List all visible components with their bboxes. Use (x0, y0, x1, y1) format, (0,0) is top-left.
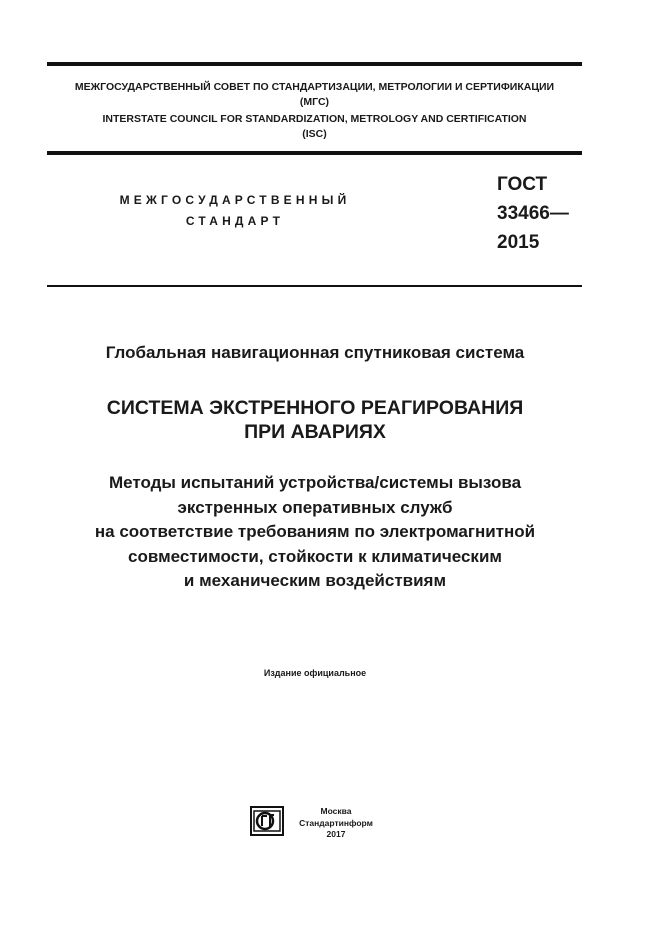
standartinform-logo-icon (250, 806, 284, 836)
sub-title-line: Методы испытаний устройства/системы вызова (108, 473, 522, 492)
publisher-year: 2017 (326, 829, 346, 839)
council-abbr-en: (ISC) (302, 128, 327, 140)
sub-title-line: и механическим воздействиям (183, 571, 447, 590)
council-name-en-line: INTERSTATE COUNCIL FOR STANDARDIZATION, METROLOGY AND CERTIFICATION (102, 113, 527, 125)
publisher-name: Стандартинформ (299, 817, 373, 828)
council-name-ru-line: МЕЖГОСУДАРСТВЕННЫЙ СОВЕТ ПО СТАНДАРТИЗАЦИИ, МЕТРОЛОГИИ И СЕРТИФИКАЦИИ (74, 81, 555, 93)
designation-prefix: ГОСТ (497, 174, 548, 195)
top-rule (47, 62, 582, 66)
standard-type-line1: МЕЖГОСУДАРСТВЕННЫЙ (119, 193, 351, 207)
council-name-en (47, 112, 582, 142)
main-title (0, 396, 630, 444)
council-abbr-ru: (МГС) (299, 96, 330, 108)
designation-number: 33466— (497, 203, 569, 224)
standard-type-line2: СТАНДАРТ (185, 214, 285, 228)
standard-type (95, 190, 375, 232)
middle-rule (47, 151, 582, 155)
bottom-rule (47, 285, 582, 287)
main-title-line1: СИСТЕМА ЭКСТРЕННОГО РЕАГИРОВАНИЯ (106, 397, 524, 419)
general-title: Глобальная навигационная спутниковая система (105, 343, 525, 362)
sub-title-line: экстренных оперативных служб (177, 497, 453, 517)
sub-title-line: на соответствие требованиям по электромагнитной (94, 522, 536, 541)
sub-title (0, 471, 630, 594)
publisher-city: Москва (320, 806, 352, 816)
main-title-line2: ПРИ АВАРИЯХ (244, 421, 386, 443)
edition-label: Издание официальное (263, 668, 367, 678)
standard-designation (497, 170, 569, 257)
sub-title-line: совместимости, стойкости к климатическим (128, 546, 502, 566)
designation-year: 2015 (497, 232, 540, 253)
council-name-ru (47, 80, 582, 110)
publisher-info (288, 806, 384, 841)
